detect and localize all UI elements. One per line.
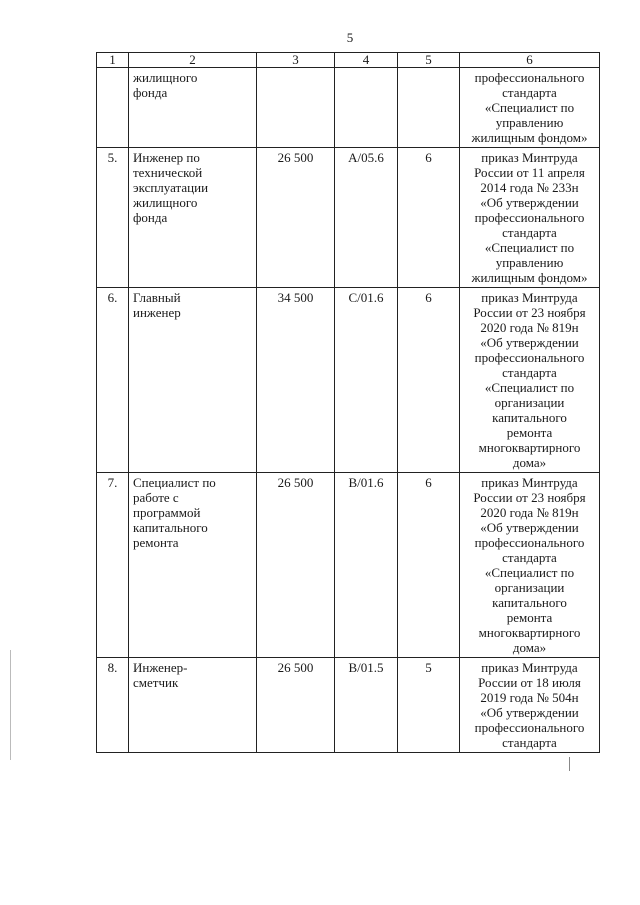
basis-document: приказ Минтруда России от 11 апреля 2014 года № 233н «Об утверждении профессионального стандарта «Специалист по управлению жилищным фондом» [460,148,600,288]
document-table [96,52,600,753]
header-cell: 1 [97,53,129,68]
qualification-level: 6 [398,148,460,288]
position-name: Инженер по технической эксплуатации жилищного фонда [129,148,257,288]
basis-document: приказ Минтруда России от 23 ноября 2020 года № 819н «Об утверждении профессионального стандарта «Специалист по организации капитального ремонта многоквартирного дома» [460,288,600,473]
row-number: 7. [97,473,129,658]
basis-document: приказ Минтруда России от 18 июля 2019 года № 504н «Об утверждении профессионального стандарта [460,658,600,753]
row-number [97,68,129,148]
page-number: 5 [346,30,354,45]
code-cell: C/01.6 [335,288,398,473]
basis-document: приказ Минтруда России от 23 ноября 2020 года № 819н «Об утверждении профессионального стандарта «Специалист по организации капитального ремонта многоквартирного дома» [460,473,600,658]
salary-cell: 26 500 [257,658,335,753]
code-cell [335,68,398,148]
table-row [97,658,600,753]
qualification-level: 6 [398,288,460,473]
salary-cell [257,68,335,148]
header-cell: 6 [460,53,600,68]
qualification-level [398,68,460,148]
position-name: Главный инженер [129,288,257,473]
row-number: 6. [97,288,129,473]
basis-document: профессионального стандарта «Специалист по управлению жилищным фондом» [460,68,600,148]
row-number: 8. [97,658,129,753]
salary-cell: 26 500 [257,473,335,658]
header-cell: 4 [335,53,398,68]
table-header-row [97,53,600,68]
scan-artifact-right [569,757,570,771]
table-row [97,473,600,658]
qualification-level: 5 [398,658,460,753]
position-name: Специалист по работе с программой капитального ремонта [129,473,257,658]
row-number: 5. [97,148,129,288]
scan-artifact-left [10,650,11,760]
position-name: жилищного фонда [129,68,257,148]
code-cell: A/05.6 [335,148,398,288]
code-cell: B/01.5 [335,658,398,753]
salary-cell: 26 500 [257,148,335,288]
qualification-level: 6 [398,473,460,658]
header-cell: 5 [398,53,460,68]
table-row [97,288,600,473]
table-row [97,68,600,148]
salary-cell: 34 500 [257,288,335,473]
header-cell: 2 [129,53,257,68]
header-cell: 3 [257,53,335,68]
code-cell: B/01.6 [335,473,398,658]
position-name: Инженер- сметчик [129,658,257,753]
table-row [97,148,600,288]
